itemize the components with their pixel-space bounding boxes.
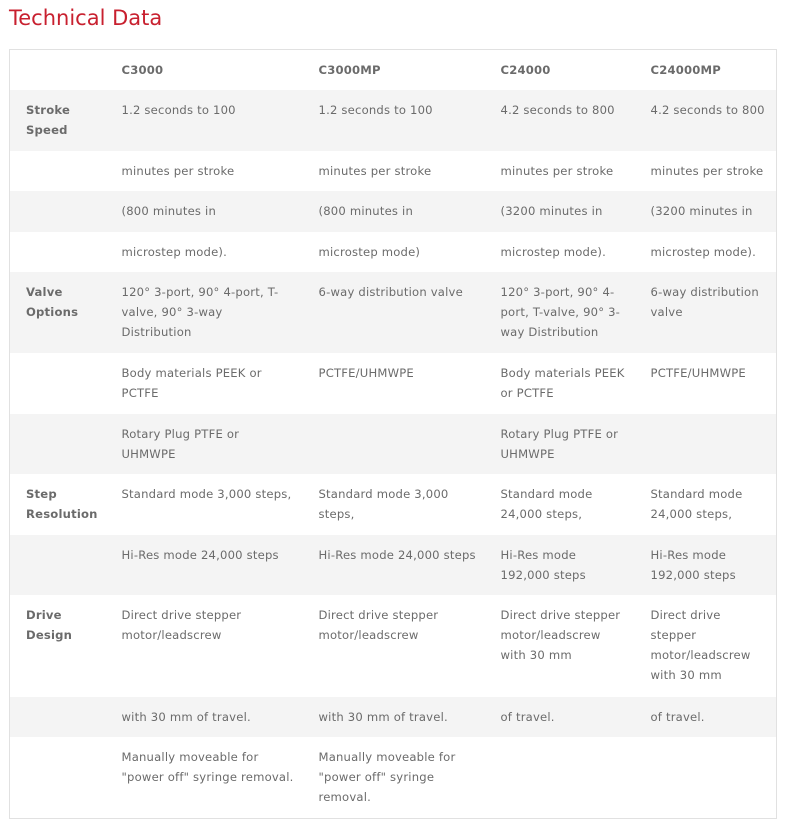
header-cell-c24000: C24000 [500,63,551,77]
table-cell-c3000: Direct drive stepper motor/leadscrew [121,608,242,643]
table-row [10,272,777,353]
table-cell-c3000mp: 6-way distribution valve [318,284,463,299]
row-label [10,191,106,231]
table-cell-c3000: Manually moveable for "power off" syringe removal. [121,750,294,785]
table-cell-c24000: Hi-Res mode 192,000 steps [500,547,586,582]
table-row [10,535,777,596]
table-cell-c3000: Hi-Res mode 24,000 steps [121,547,279,562]
table-cell-c24000: (3200 minutes in [500,204,603,219]
table-cell-c3000mp: (800 minutes in [318,204,414,219]
page-title: Technical Data [9,6,163,30]
table-cell-c3000mp: PCTFE/UHMWPE [318,365,414,380]
table-cell-c24000mp: minutes per stroke [650,163,764,178]
table-cell-c3000: 1.2 seconds to 100 [121,103,236,117]
table-cell-c24000: Direct drive stepper motor/leadscrew with 30 mm [500,608,621,663]
row-label [10,535,106,596]
table-cell-c24000: 4.2 seconds to 800 [500,103,615,117]
table-row [10,737,777,818]
table-row [10,232,777,272]
table-cell-c3000mp: Direct drive stepper motor/leadscrew [318,608,439,643]
table-cell-c24000 [485,737,635,818]
table-cell-c3000mp: microstep mode) [318,244,421,259]
table-cell-c3000: microstep mode). [121,244,228,259]
row-label [10,232,106,272]
table-cell-c24000: 120° 3-port, 90° 4-port, T-valve, 90° 3-way Distribution [500,284,621,339]
table-cell-c3000: with 30 mm of travel. [121,709,251,724]
table-cell-c24000mp: Direct drive stepper motor/leadscrew with 30 mm [650,608,751,683]
table-cell-c3000: (800 minutes in [121,204,217,219]
table-cell-c24000mp [635,737,777,818]
row-label [10,353,106,414]
header-cell-c3000: C3000 [121,63,164,77]
table-cell-c24000: Standard mode 24,000 steps, [500,487,593,522]
table-cell-c3000mp: Standard mode 3,000 steps, [318,487,449,522]
table-cell-c24000mp: (3200 minutes in [650,204,753,219]
header-cell-c3000mp: C3000MP [318,63,381,77]
table-cell-c3000: Body materials PEEK or PCTFE [121,365,262,400]
table-cell-c3000mp: Hi-Res mode 24,000 steps [318,547,476,562]
row-label [10,697,106,737]
table-row [10,474,777,535]
table-cell-c24000: microstep mode). [500,244,607,259]
row-label [10,151,106,191]
table-row [10,151,777,191]
table-row [10,697,777,737]
table-cell-c24000mp: of travel. [650,709,705,724]
table-cell-c3000: Standard mode 3,000 steps, [121,487,292,502]
table-cell-c3000mp: minutes per stroke [318,163,432,178]
table-cell-c24000mp [635,414,777,475]
table-cell-c24000mp: Hi-Res mode 192,000 steps [650,547,736,582]
table-cell-c24000mp: microstep mode). [650,244,757,259]
table-cell-c24000mp: PCTFE/UHMWPE [650,365,746,380]
table-cell-c3000: minutes per stroke [121,163,235,178]
row-label [10,414,106,475]
table-cell-c24000mp: 6-way distribution valve [650,284,759,319]
row-label [10,737,106,818]
table-cell-c3000mp [303,414,485,475]
header-cell-c24000mp: C24000MP [650,63,721,77]
header-row [10,50,777,91]
table-row [10,90,777,151]
table-row [10,414,777,475]
table-cell-c24000mp: 4.2 seconds to 800 [650,103,765,117]
row-label: Drive Design [26,608,73,643]
table-header [10,50,777,91]
row-label: Stroke Speed [26,103,71,137]
table-cell-c3000mp: 1.2 seconds to 100 [318,103,433,117]
row-label: Valve Options [26,284,79,319]
table-cell-c3000mp: Manually moveable for "power off" syringe removal. [318,750,456,805]
header-cell-label [10,50,106,91]
row-label: Step Resolution [26,487,98,522]
table-cell-c24000: minutes per stroke [500,163,614,178]
table-row [10,595,777,696]
table-cell-c3000: 120° 3-port, 90° 4-port, T-valve, 90° 3-way Distribution [121,284,279,339]
table-row [10,191,777,231]
table-cell-c24000: Body materials PEEK or PCTFE [500,365,625,400]
table-cell-c24000: of travel. [500,709,555,724]
table-row [10,353,777,414]
table-cell-c24000mp: Standard mode 24,000 steps, [650,487,743,522]
table-body [10,90,777,819]
table-cell-c24000: Rotary Plug PTFE or UHMWPE [500,426,619,461]
table-cell-c3000mp: with 30 mm of travel. [318,709,448,724]
technical-data-table [9,49,777,819]
table-cell-c3000: Rotary Plug PTFE or UHMWPE [121,426,240,461]
